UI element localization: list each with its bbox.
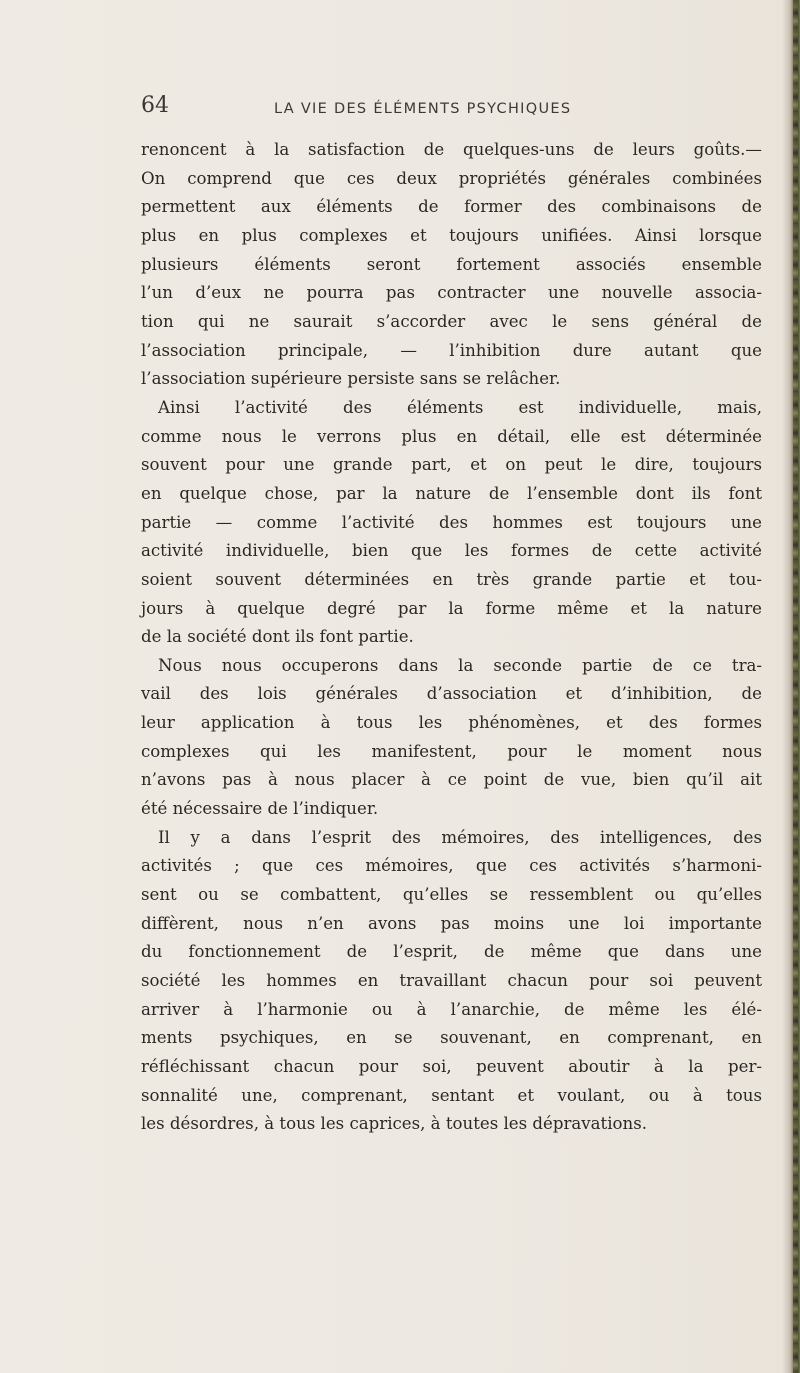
- text-line: On comprend que ces deux propriétés générales combinées: [141, 168, 762, 188]
- text-line: leur application à tous les phénomènes, et des formes: [141, 713, 762, 733]
- text-line: du fonctionnement de l’esprit, de même que dans une: [141, 942, 762, 962]
- text-line: arriver à l’harmonie ou à l’anarchie, de même les élé-: [141, 999, 762, 1019]
- text-line: l’association principale, — l’inhibition dure autant que: [141, 340, 762, 360]
- paragraph-start-line: Nous nous occuperons dans la seconde partie de ce tra-: [158, 655, 762, 675]
- paragraph-end-line: l’association supérieure persiste sans se relâcher.: [141, 369, 561, 389]
- text-line: renoncent à la satisfaction de quelques-uns de leurs goûts.—: [141, 140, 762, 159]
- page-number: 64: [141, 93, 169, 118]
- text-line: plusieurs éléments seront fortement associés ensemble: [141, 254, 762, 274]
- paragraph-end-line: été nécessaire de l’indiquer.: [141, 799, 379, 819]
- text-line: comme nous le verrons plus en détail, elle est déterminée: [141, 426, 762, 446]
- text-line: jours à quelque degré par la forme même et la nature: [141, 598, 762, 618]
- text-line: ments psychiques, en se souvenant, en comprenant, en: [141, 1028, 762, 1048]
- running-title: LA VIE DES ÉLÉMENTS PSYCHIQUES: [274, 101, 572, 117]
- text-line: vail des lois générales d’association et d’inhibition, de: [141, 684, 762, 704]
- book-spine-edge: [782, 0, 800, 1373]
- text-line: tion qui ne saurait s’accorder avec le sens général de: [141, 311, 762, 331]
- text-line: diffèrent, nous n’en avons pas moins une loi importante: [141, 913, 762, 933]
- text-line: activités ; que ces mémoires, que ces activités s’harmoni-: [141, 856, 762, 876]
- paragraph-end-line: de la société dont ils font partie.: [141, 627, 414, 647]
- text-line: complexes qui les manifestent, pour le moment nous: [141, 741, 762, 761]
- text-line: société les hommes en travaillant chacun pour soi peuvent: [141, 971, 762, 991]
- text-line: permettent aux éléments de former des combinaisons de: [141, 197, 762, 217]
- paragraph-start-line: Il y a dans l’esprit des mémoires, des intelligences, des: [158, 827, 762, 847]
- text-line: activité individuelle, bien que les formes de cette activité: [141, 541, 762, 561]
- text-line: plus en plus complexes et toujours unifiées. Ainsi lorsque: [141, 225, 762, 245]
- body-text: [141, 136, 762, 1139]
- text-line: l’un d’eux ne pourra pas contracter une nouvelle associa-: [141, 283, 762, 303]
- text-line: réfléchissant chacun pour soi, peuvent aboutir à la per-: [141, 1057, 762, 1076]
- paragraph-end-line: les désordres, à tous les caprices, à toutes les dépravations.: [141, 1114, 647, 1134]
- text-line: souvent pour une grande part, et on peut le dire, toujours: [141, 455, 762, 475]
- text-line: n’avons pas à nous placer à ce point de vue, bien qu’il ait: [141, 770, 762, 790]
- text-line: sonnalité une, comprenant, sentant et voulant, ou à tous: [141, 1085, 762, 1105]
- page-header: [141, 93, 761, 119]
- text-line: partie — comme l’activité des hommes est toujours une: [141, 512, 762, 532]
- text-line: sent ou se combattent, qu’elles se ressemblent ou qu’elles: [141, 885, 762, 905]
- text-line: soient souvent déterminées en très grande partie et tou-: [141, 569, 762, 589]
- paragraph-start-line: Ainsi l’activité des éléments est individuelle, mais,: [158, 397, 762, 417]
- text-line: en quelque chose, par la nature de l’ensemble dont ils font: [141, 483, 762, 503]
